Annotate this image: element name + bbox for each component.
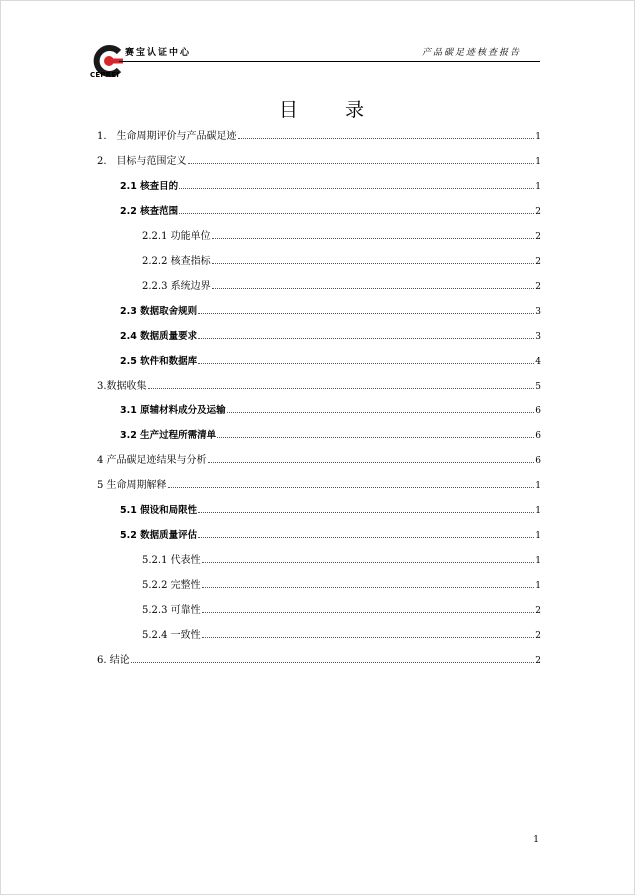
toc-entry-page: 2 [535,631,541,641]
toc-dot-leader [208,461,535,463]
toc-entry-label: 5.2 数据质量评估 [120,530,198,542]
page-number: 1 [533,835,539,845]
toc-dot-leader [198,312,534,314]
toc-entry-page: 2 [535,655,541,666]
toc-entry-page: 1 [535,156,541,167]
toc-entry-label: 5.2.3 可靠性 [142,605,201,617]
header-divider [119,61,540,62]
toc-entry-page: 1 [535,581,541,592]
toc-entry[interactable] [97,380,541,394]
toc-entry-page: 1 [535,531,541,542]
toc-entry-page: 1 [535,506,541,517]
toc-entry-page: 3 [535,306,541,317]
toc-dot-leader [212,262,535,264]
toc-entry-label: 2.2.1 功能单位 [142,230,211,242]
toc-entry-label: 1. 生命周期评价与产品碳足迹 [97,131,237,142]
toc-entry-label: 5.2.1 代表性 [142,555,201,567]
toc-dot-leader [202,611,535,613]
toc-entry[interactable] [142,554,541,568]
toc-dot-leader [238,137,535,139]
toc-dot-leader [198,337,534,339]
toc-dot-leader [227,411,535,413]
toc-entry-page: 2 [535,231,541,242]
toc-title: 目 录 [278,99,378,121]
toc-dot-leader [198,511,534,513]
toc-entry[interactable] [120,355,541,369]
toc-entry-page: 1 [535,481,541,492]
toc-dot-leader [148,387,535,389]
toc-entry-page: 2 [535,281,541,292]
toc-entry[interactable] [97,130,541,144]
toc-entry-label: 6. 结论 [97,654,130,666]
toc-entry-label: 3.2 生产过程所需清单 [120,430,217,442]
toc-entry-page: 6 [535,431,541,442]
toc-entry-label: 2. 目标与范围定义 [97,155,187,167]
toc-entry-label: 5.2.4 一致性 [142,630,201,641]
toc-dot-leader [202,586,535,588]
toc-dot-leader [198,362,534,364]
toc-entry-label: 4 产品碳足迹结果与分析 [97,455,207,467]
toc-entry[interactable] [142,629,541,643]
toc-entry-page: 1 [535,181,541,192]
toc-dot-leader [212,237,535,239]
toc-entry-label: 2.3 数据取舍规则 [120,305,198,317]
toc-dot-leader [212,287,535,289]
toc-dot-leader [202,561,535,563]
toc-entry-label: 2.2.3 系统边界 [142,280,211,292]
toc-entry[interactable] [120,205,541,219]
toc-entry-label: 2.2.2 核查指标 [142,255,211,267]
toc-entry[interactable] [142,230,541,244]
toc-entry[interactable] [142,604,541,618]
toc-entry-label: 5 生命周期解释 [97,480,167,492]
toc-entry-label: 5.2.2 完整性 [142,580,201,592]
toc-entry[interactable] [142,579,541,593]
toc-entry[interactable] [120,504,541,518]
toc-entry[interactable] [142,255,541,269]
toc-entry-page: 2 [535,206,541,217]
toc-dot-leader [188,162,535,164]
org-name: 赛宝认证中心 [125,48,192,58]
toc-entry[interactable] [97,454,541,468]
toc-entry-page: 4 [535,356,541,367]
toc-entry-label: 5.1 假设和局限性 [120,505,198,517]
toc-entry-page: 1 [535,556,541,567]
toc-dot-leader [198,536,534,538]
toc-entry-label: 2.2 核查范围 [120,205,179,217]
toc-dot-leader [131,661,535,663]
logo-text: CEPREI [90,71,120,79]
toc-entry-page: 2 [535,256,541,267]
toc-dot-leader [168,486,535,488]
toc-entry[interactable] [120,330,541,344]
toc-entry-page: 6 [535,406,541,417]
toc-entry[interactable] [120,180,541,194]
toc-entry-label: 2.5 软件和数据库 [120,355,198,367]
toc-entry-label: 3.数据收集 [97,380,147,392]
toc-entry-label: 2.1 核查目的 [120,180,179,192]
toc-dot-leader [179,187,534,189]
toc-entry[interactable] [142,280,541,294]
toc-entry[interactable] [97,479,541,493]
toc-entry-page: 6 [535,456,541,467]
report-title: 产品碳足迹核查报告 [421,48,521,58]
toc-entry-page: 1 [535,132,541,142]
toc-entry-page: 2 [535,606,541,617]
toc-entry[interactable] [120,529,541,543]
toc-dot-leader [179,212,534,214]
toc-entry[interactable] [97,654,541,668]
toc-dot-leader [217,436,534,438]
toc-entry-label: 2.4 数据质量要求 [120,330,198,342]
toc-entry-page: 3 [535,331,541,342]
toc-dot-leader [202,636,535,638]
toc-entry-label: 3.1 原辅材料成分及运输 [120,405,226,417]
toc-entry[interactable] [97,155,541,169]
toc-entry[interactable] [120,429,541,443]
toc-entry[interactable] [120,404,541,418]
toc-entry-page: 5 [535,381,541,392]
toc-entry[interactable] [120,305,541,319]
